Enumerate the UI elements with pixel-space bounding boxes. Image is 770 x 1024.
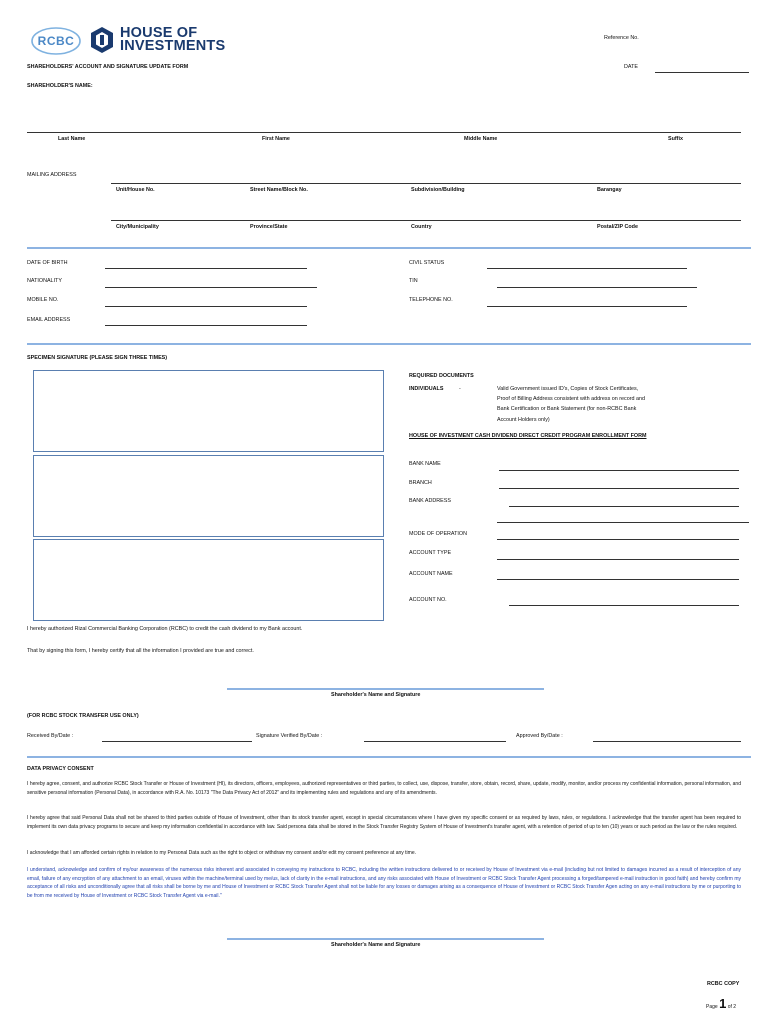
address-line-2[interactable] (111, 220, 741, 221)
account-name-line[interactable] (497, 579, 739, 580)
page-prefix: Page (706, 1004, 718, 1010)
bank-address-line-1[interactable] (509, 506, 739, 507)
bank-address-line-2[interactable] (497, 522, 749, 523)
privacy-paragraph-2: I hereby agree that said Personal Data shall not be shared to third parties outside of House of Investment, other than its stock transfer agent, except in special circumstances where I have given my specific consent or as required by laws, rules, or regulations. I acknowledge that the transfer agent has been required to implement its own data privacy programs to secure and keep my information confidential in accordance with law. Said persona data shall be stored in the Stock Transfer Registry System of House of Investment's transfer agent, with a retention of period of up to ten (10) years or such period as the law or the rules required. (27, 815, 741, 830)
mobile-no-line[interactable] (105, 306, 307, 307)
signature-verified-line[interactable] (364, 741, 506, 742)
section-divider (27, 247, 751, 249)
account-no-label: ACCOUNT NO. (409, 597, 447, 603)
signature-verified-label: Signature Verified By/Date : (256, 733, 323, 739)
address-barangay-label: Barangay (597, 187, 622, 193)
nationality-label: NATIONALITY (27, 278, 62, 284)
email-address-label: EMAIL ADDRESS (27, 317, 71, 323)
data-privacy-title: DATA PRIVACY CONSENT (27, 766, 94, 772)
address-line-1[interactable] (111, 183, 741, 184)
requirement-line-4: Account Holders only) (497, 417, 550, 423)
date-label: DATE (624, 64, 638, 70)
signature-box-3[interactable] (33, 539, 384, 621)
page-number: 1 (719, 996, 727, 1011)
approved-by-line[interactable] (593, 741, 741, 742)
mobile-no-label: MOBILE NO. (27, 297, 59, 303)
individuals-label: INDIVIDUALS (409, 386, 444, 392)
email-address-line[interactable] (105, 325, 307, 326)
name-col-middle: Middle Name (464, 136, 498, 142)
form-title: SHAREHOLDERS' ACCOUNT AND SIGNATURE UPDATE FORM (27, 64, 189, 70)
reference-no-label: Reference No. (604, 35, 639, 41)
date-line[interactable] (655, 72, 749, 73)
requirement-line-3: Bank Certification or Bank Statement (for non-RCBC Bank (497, 406, 637, 412)
shareholder-signature-line[interactable] (227, 688, 544, 690)
account-type-label: ACCOUNT TYPE (409, 550, 452, 556)
nationality-line[interactable] (105, 287, 317, 288)
page-indicator (706, 997, 736, 1014)
address-zip-label: Postal/ZIP Code (597, 224, 638, 230)
shareholder-name-label: SHAREHOLDER'S NAME: (27, 83, 93, 89)
privacy-paragraph-1: I hereby agree, consent, and authorize RCBC Stock Transfer or House of Investment (HI), its directors, officers, employees, authorized representatives or third parties, to collect, use, dispose, transfer, store, obtain, record, share, update, modify, monitor, and/or process my confidential information, personal information, and sensitive personal information (Personal Data), in accordance with R.A. No. 10173 "The Data Privacy Act of 2012" and its implementing rules and regulations and any of its amendments. (27, 781, 741, 796)
privacy-signature-label: Shareholder's Name and Signature (331, 942, 421, 948)
privacy-paragraph-4: I understand, acknowledge and confirm of my/our awareness of the numerous risks inherent and associated in conveying my instructions to RCBC, including the written instructions delivered to or received by House of Investment via e-mail (including but not limited to damages incurred as a result of interception of any email, failure of any encryption of any attachment to an email, viruses within the machine/terminal used by me/us, lack of clarity in the e-mail instructions, and any risks associated with House of Investment or RCBC Stock Transfer Agent processing a forged/tampered e-mail instruction in good faith) and hereby confirm my acceptance of all risks and unconditionally agree that all risks shall be borne by me and House of Investment or RCBC Stock Transfer Agent shall not be liable for any losses or damages arising as a consequence of House of Investment or RCBC Stock Transfer Agen acting on any e-mail instructions by me or purporting to be from me received by House of Investment or RCBC Stock Transfer Agent via e-mail." (27, 867, 741, 899)
name-col-suffix: Suffix (668, 136, 683, 142)
address-country-label: Country (411, 224, 432, 230)
address-province-label: Province/State (250, 224, 288, 230)
mailing-address-label: MAILING ADDRESS (27, 172, 77, 178)
address-subdivision-label: Subdivision/Building (411, 187, 465, 193)
certification-text: That by signing this form, I hereby certify that all the information I provided are true and correct. (27, 648, 254, 654)
received-by-label: Received By/Date : (27, 733, 74, 739)
section-divider-2 (27, 343, 751, 345)
received-by-line[interactable] (102, 741, 252, 742)
civil-status-line[interactable] (487, 268, 687, 269)
tin-label: TIN (409, 278, 418, 284)
hoi-logo-mark-icon (90, 26, 114, 54)
date-of-birth-label: DATE OF BIRTH (27, 260, 68, 266)
page-suffix: of 2 (727, 1004, 737, 1010)
specimen-signature-label: SPECIMEN SIGNATURE (PLEASE SIGN THREE TIMES) (27, 355, 168, 361)
telephone-no-label: TELEPHONE NO. (409, 297, 453, 303)
branch-label: BRANCH (409, 480, 432, 486)
requirement-line-2: Proof of Billing Address consistent with address on record and (497, 396, 646, 402)
bank-address-label: BANK ADDRESS (409, 498, 451, 504)
signature-box-1[interactable] (33, 370, 384, 452)
required-documents-title: REQUIRED DOCUMENTS (409, 373, 474, 379)
stock-transfer-title: (FOR RCBC STOCK TRANSFER USE ONLY) (27, 713, 139, 719)
address-city-label: City/Municipality (116, 224, 159, 230)
rcbc-copy-label: RCBC COPY (707, 981, 740, 987)
rcbc-logo: RCBC (30, 26, 82, 56)
name-col-first: First Name (262, 136, 290, 142)
signature-box-2[interactable] (33, 455, 384, 537)
branch-line[interactable] (499, 488, 739, 489)
dividend-enrollment-title: HOUSE OF INVESTMENT CASH DIVIDEND DIRECT CREDIT PROGRAM ENROLLMENT FORM (409, 433, 647, 439)
privacy-paragraph-3: I acknowledge that I am afforded certain rights in relation to my Personal Data such as the right to object or withdraw my consent and/or edit my consent preference at any time. (27, 850, 416, 856)
account-type-line[interactable] (497, 559, 739, 560)
address-street-label: Street Name/Block No. (250, 187, 308, 193)
address-unit-label: Unit/House No. (116, 187, 155, 193)
civil-status-label: CIVIL STATUS (409, 260, 445, 266)
requirement-line-1: Valid Government issued ID's, Copies of Stock Certificates, (497, 386, 639, 392)
account-name-label: ACCOUNT NAME (409, 571, 453, 577)
authorization-text: I hereby authorized Rizal Commercial Banking Corporation (RCBC) to credit the cash dividend to my Bank account. (27, 626, 303, 632)
hoi-logo-text: HOUSE OF INVESTMENTS (120, 25, 226, 54)
section-divider-3 (27, 756, 751, 758)
privacy-signature-line[interactable] (227, 938, 544, 940)
shareholder-signature-label: Shareholder's Name and Signature (331, 692, 421, 698)
account-no-line[interactable] (509, 605, 739, 606)
name-col-last: Last Name (58, 136, 86, 142)
tin-line[interactable] (497, 287, 697, 288)
individuals-dash: - (459, 386, 461, 392)
approved-by-label: Approved By/Date : (516, 733, 563, 739)
name-line[interactable] (27, 132, 741, 133)
bank-name-label: BANK NAME (409, 461, 441, 467)
bank-name-line[interactable] (499, 470, 739, 471)
telephone-no-line[interactable] (487, 306, 687, 307)
mode-of-operation-line[interactable] (497, 539, 739, 540)
mode-of-operation-label: MODE OF OPERATION (409, 531, 468, 537)
date-of-birth-line[interactable] (105, 268, 307, 269)
